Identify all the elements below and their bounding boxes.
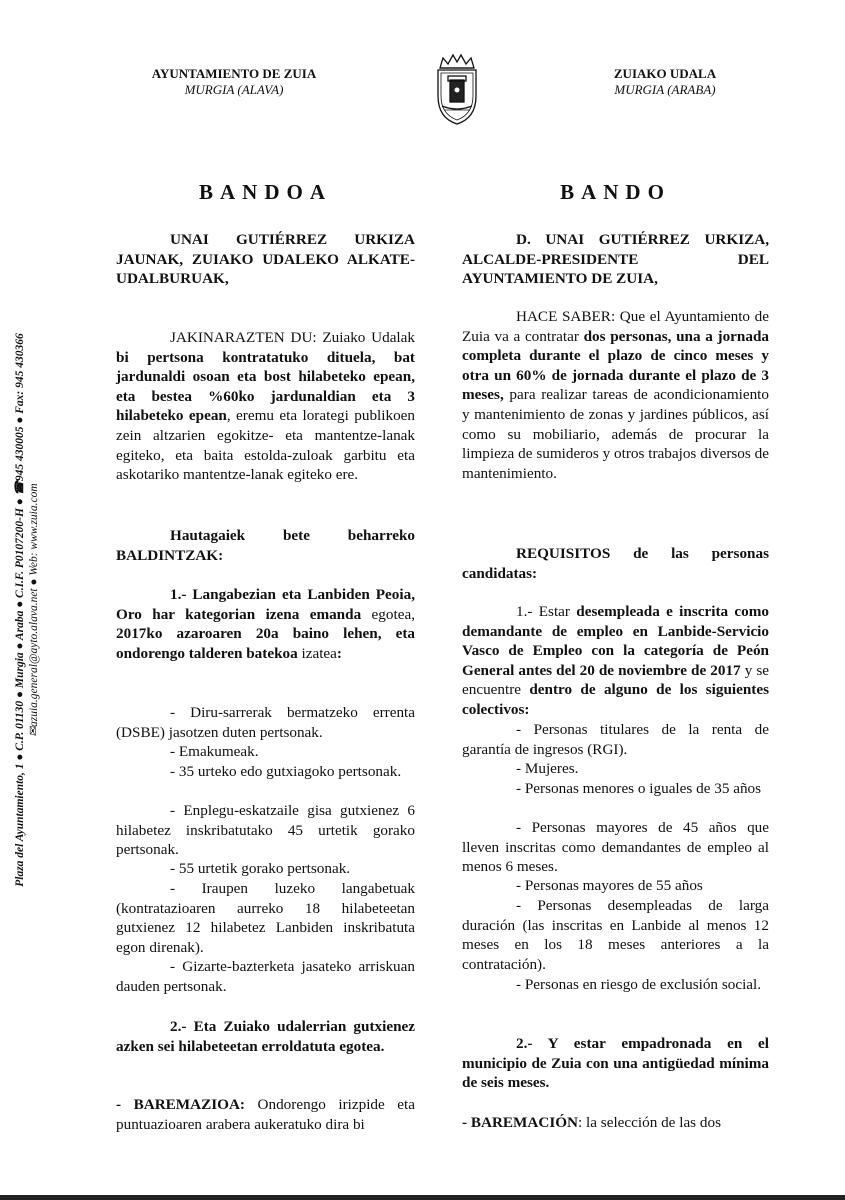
sidebar-contact <box>13 280 41 940</box>
left-item-1: - Diru-sarrerak bermatzeko errenta (DSBE) jasotzen duten pertsonak. <box>116 704 415 741</box>
left-item-6: - Iraupen luzeko langabetuak (kontratazioaren aurreko 18 hilabeteetan gutxienez 12 hilabetez Lanbiden inskribatuta egon direnak). <box>116 880 415 956</box>
right-req2-bold: empadronada en el municipio de Zuia con una antigüedad mínima de seis meses. <box>462 1035 770 1092</box>
right-item-4: - Personas mayores de 45 años que lleven inscritas como demandantes de empleo al menos 6 meses. <box>462 819 769 876</box>
header-right-title: ZUIAKO UDALA <box>613 66 717 81</box>
title-bando: BANDO <box>560 180 671 204</box>
left-ann-bold: bi pertsona kontratatuko dituela, bat jardunaldi osoan eta bost hilabeteko epean, eta bestea %60ko jardunaldian eta 3 hilabeteko epean <box>116 348 415 425</box>
right-ann-bold: dos personas, una a jornada completa durante el plazo de cinco meses y otra un 60% de jornada durante el plazo de 3 meses, <box>462 327 769 404</box>
header-left-title: AYUNTAMIENTO DE ZUIA <box>151 66 317 81</box>
right-item-7: - Personas en riesgo de exclusión social. <box>516 976 762 993</box>
header-right-subtitle: MURGIA (ARABA) <box>614 82 716 97</box>
right-ann-lead: HACE SABER: Que el Ayuntamiento de Zuia va a contratar <box>462 308 769 345</box>
left-announcement <box>116 328 415 485</box>
right-baremacion <box>462 1113 769 1133</box>
left-item-2: - Emakumeak. <box>170 743 259 760</box>
right-req1-bold: desempleada e inscrita como demandante de empleo en Lanbide-Servicio Vasco de Empleo con la categoría de Peón General antes del 20 de noviembre de 2017 <box>462 603 769 679</box>
left-item-4: - Enplegu-eskatzaile gisa gutxienez 6 hilabetez inskribatutako 45 urtetik gorako pertsonak. <box>116 802 415 859</box>
left-item-7: - Gizarte-bazterketa jasateko arriskuan dauden pertsonak. <box>116 958 415 995</box>
header-right <box>600 66 730 98</box>
page-bottom-border <box>0 1195 845 1200</box>
sidebar-email-line: ✉azuia.general@ayto.alava.net ● Web: www.zuia.com <box>28 483 40 737</box>
sidebar-address-line: Plaza del Ayuntamiento, 1 ● C.P. 01130 ● Murgia ● Araba ● C.I.F. P0107200-H ● ☎945 430005 ● Fax: 945 430366 <box>14 333 26 887</box>
right-req-1 <box>462 602 769 720</box>
left-req-1 <box>116 585 415 663</box>
left-req1-text-d: izatea <box>297 644 337 662</box>
left-mayor-heading: UNAI GUTIÉRREZ URKIZA JAUNAK, ZUIAKO UDALEKO ALKATE-UDALBURUAK, <box>116 231 415 288</box>
left-req-2: 2.- Eta Zuiako udalerrian gutxienez azken sei hilabeteetan erroldatuta egotea. <box>116 1018 415 1055</box>
header-left-subtitle: MURGIA (ALAVA) <box>184 82 284 97</box>
right-item-6: - Personas desempleadas de larga duración (las inscritas en Lanbide al menos 12 meses en los 18 meses anteriores a la contratación). <box>462 897 769 973</box>
left-req1-colon: : <box>336 644 342 662</box>
right-req-2 <box>462 1034 769 1093</box>
title-bandoa: BANDOA <box>198 180 332 204</box>
right-ann-rest: para realizar tareas de acondicionamiento y mantenimiento de zonas y jardines públicos, así como su mobiliario, además de procurar la limpieza de sumideros y otros trabajos diversos de mantenimiento. <box>462 386 769 482</box>
right-item-2: - Mujeres. <box>516 760 579 777</box>
left-req1-text-b: egotea, <box>361 605 415 623</box>
right-item-5: - Personas mayores de 55 años <box>516 877 703 894</box>
left-req1-bold-c: 2017ko azaroaren 20a baino lehen, eta ondorengo talderen batekoa <box>116 625 415 662</box>
left-baremazioa-label: - BAREMAZIOA: <box>116 1096 245 1113</box>
right-requirements-heading: REQUISITOS de las personas candidatas: <box>462 545 769 582</box>
left-requirements-heading: Hautagaiek bete beharreko BALDINTZAK: <box>116 527 415 564</box>
right-req1-mid: y se encuentre <box>462 661 770 699</box>
left-ann-lead: JAKINARAZTEN DU: Zuiako Udalak <box>170 329 415 346</box>
left-baremazioa-text: Ondorengo irizpide eta puntuazioaren arabera aukeratuko dira bi <box>116 1096 416 1133</box>
right-item-3: - Personas menores o iguales de 35 años <box>516 780 762 797</box>
left-item-3: - 35 urteko edo gutxiagoko pertsonak. <box>170 763 402 780</box>
left-req1-bold-a: 1.- Langabezian eta Lanbiden Peoia, Oro har kategorian izena emanda <box>116 586 415 623</box>
left-ann-rest: , eremu eta lorategi publikoen zein altzarien egokitze- eta mantentze-lanak egiteko, eta baita estolda-zuloak garbitu eta askotariko mantentze-lanak egiteko ere. <box>116 407 415 484</box>
left-item-5: - 55 urtetik gorako pertsonak. <box>170 860 351 877</box>
right-baremacion-label: - BAREMACIÓN <box>462 1114 579 1131</box>
right-baremacion-text: : la selección de las dos <box>578 1114 721 1131</box>
header-left <box>140 66 328 98</box>
right-announcement <box>462 307 769 483</box>
right-req1-lead: 1.- Estar <box>516 603 577 620</box>
coat-of-arms-icon <box>428 52 486 126</box>
right-item-1: - Personas titulares de la renta de garantía de ingresos (RGI). <box>462 721 769 758</box>
left-baremazioa <box>116 1095 415 1134</box>
right-req1-bold-2: dentro de alguno de los siguientes colectivos: <box>462 681 770 718</box>
right-mayor-heading: D. UNAI GUTIÉRREZ URKIZA, ALCALDE-PRESIDENTE DEL AYUNTAMIENTO DE ZUIA, <box>462 231 769 288</box>
right-req2-lead: 2.- Y estar <box>516 1035 622 1052</box>
